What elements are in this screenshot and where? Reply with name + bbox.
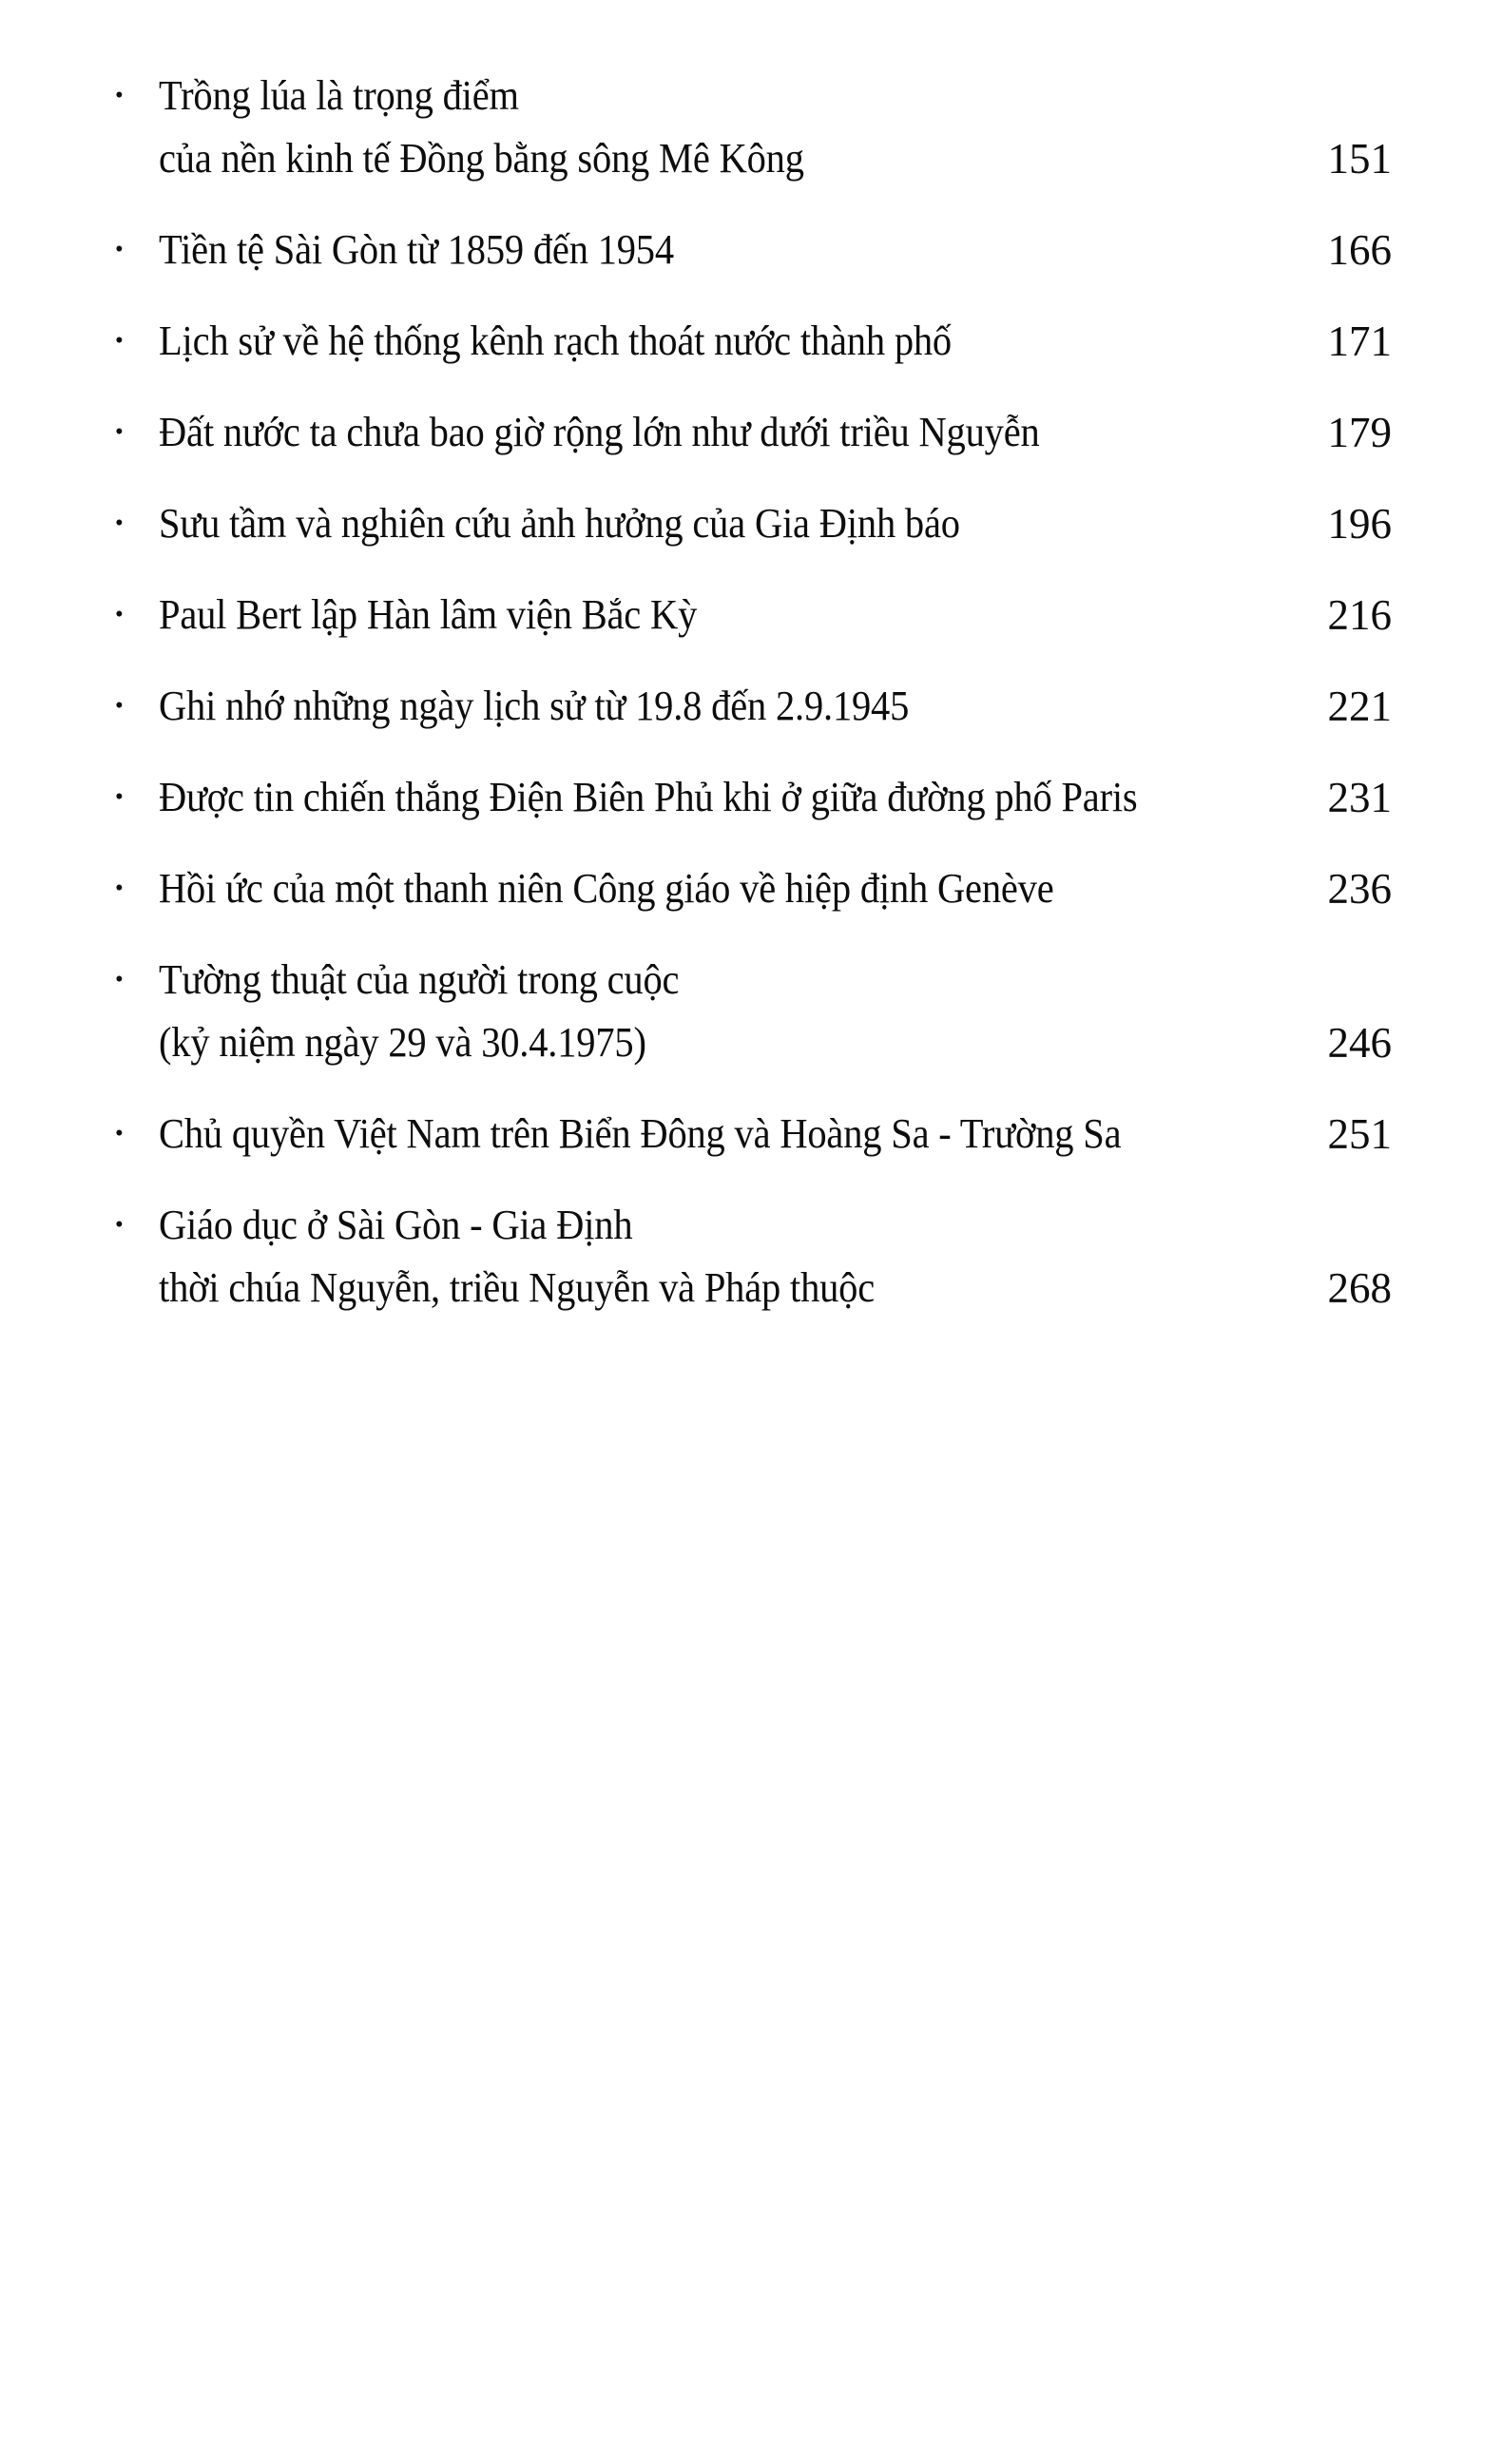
toc-entry xyxy=(112,857,1392,920)
bullet-icon: • xyxy=(115,1212,124,1238)
toc-entry xyxy=(112,584,1392,646)
toc-entry xyxy=(112,401,1392,464)
toc-entry-page: 196 xyxy=(1327,500,1392,548)
toc-entry-page: 179 xyxy=(1327,409,1392,456)
toc-entry-page: 268 xyxy=(1327,1264,1392,1312)
toc-entry-text xyxy=(159,1194,1310,1319)
bullet-icon: • xyxy=(115,237,124,262)
toc-entry-title-continued: của nền kinh tế Đồng bằng sông Mê Kông xyxy=(159,135,804,182)
toc-entry-page: 251 xyxy=(1327,1110,1392,1158)
bullet-icon: • xyxy=(115,876,124,901)
toc-entry-title: Trồng lúa là trọng điểm xyxy=(159,72,519,119)
bullet-icon: • xyxy=(115,693,124,719)
toc-entry-text xyxy=(159,219,1310,281)
toc-entry-page: 221 xyxy=(1327,683,1392,730)
toc-entry-title: Tường thuật của người trong cuộc xyxy=(159,956,680,1003)
toc-entry xyxy=(112,949,1392,1074)
bullet-icon: • xyxy=(115,83,124,108)
toc-entry xyxy=(112,219,1392,281)
toc-entry-title: Được tin chiến thắng Điện Biên Phủ khi ở giữa đường phố Paris xyxy=(159,774,1138,820)
toc-entry xyxy=(112,1194,1392,1319)
toc-entry xyxy=(112,310,1392,373)
toc-entry-page: 246 xyxy=(1327,1019,1392,1067)
bullet-icon: • xyxy=(115,1121,124,1146)
toc-entry-page: 171 xyxy=(1327,318,1392,365)
toc-entry-page: 151 xyxy=(1327,135,1392,183)
toc-entry-title-continued: (kỷ niệm ngày 29 và 30.4.1975) xyxy=(159,1019,646,1066)
bullet-icon: • xyxy=(115,967,124,992)
toc-entry xyxy=(112,675,1392,738)
toc-entry-title: Tiền tệ Sài Gòn từ 1859 đến 1954 xyxy=(159,226,674,273)
toc-entry-title: Giáo dục ở Sài Gòn - Gia Định xyxy=(159,1202,633,1248)
toc-entry-text xyxy=(159,675,1310,738)
toc-entry xyxy=(112,1103,1392,1165)
toc-entry-text xyxy=(159,766,1310,829)
bullet-icon: • xyxy=(115,419,124,445)
toc-entry-text xyxy=(159,492,1310,555)
toc-entry-text xyxy=(159,857,1310,920)
toc-entry-title: Ghi nhớ những ngày lịch sử từ 19.8 đến 2.9.1945 xyxy=(159,683,910,729)
toc-entry-text xyxy=(159,310,1310,373)
toc-entry xyxy=(112,492,1392,555)
toc-entry-title: Paul Bert lập Hàn lâm viện Bắc Kỳ xyxy=(159,591,698,638)
bullet-icon: • xyxy=(115,602,124,627)
toc-entry-title: Đất nước ta chưa bao giờ rộng lớn như dưới triều Nguyễn xyxy=(159,409,1040,455)
bullet-icon: • xyxy=(115,784,124,810)
toc-entry-title: Sưu tầm và nghiên cứu ảnh hưởng của Gia Định báo xyxy=(159,500,960,547)
toc-entry xyxy=(112,65,1392,190)
toc-entry-text xyxy=(159,584,1310,646)
toc-entry-page: 231 xyxy=(1327,774,1392,821)
toc-entry-text xyxy=(159,401,1310,464)
toc-entry-text xyxy=(159,65,1310,190)
toc-entry-text xyxy=(159,1103,1310,1165)
toc-entry-text xyxy=(159,949,1310,1074)
toc-entry-page: 236 xyxy=(1327,865,1392,913)
toc-entry xyxy=(112,766,1392,829)
toc-entry-title: Chủ quyền Việt Nam trên Biển Đông và Hoàng Sa - Trường Sa xyxy=(159,1110,1122,1157)
toc-entry-page: 216 xyxy=(1327,591,1392,639)
toc-entry-title-continued: thời chúa Nguyễn, triều Nguyễn và Pháp thuộc xyxy=(159,1264,876,1311)
bullet-icon: • xyxy=(115,510,124,536)
toc-entry-title: Lịch sử về hệ thống kênh rạch thoát nước thành phố xyxy=(159,318,952,364)
toc-entry-page: 166 xyxy=(1327,226,1392,274)
toc-entry-title: Hồi ức của một thanh niên Công giáo về hiệp định Genève xyxy=(159,865,1054,912)
bullet-icon: • xyxy=(115,328,124,354)
